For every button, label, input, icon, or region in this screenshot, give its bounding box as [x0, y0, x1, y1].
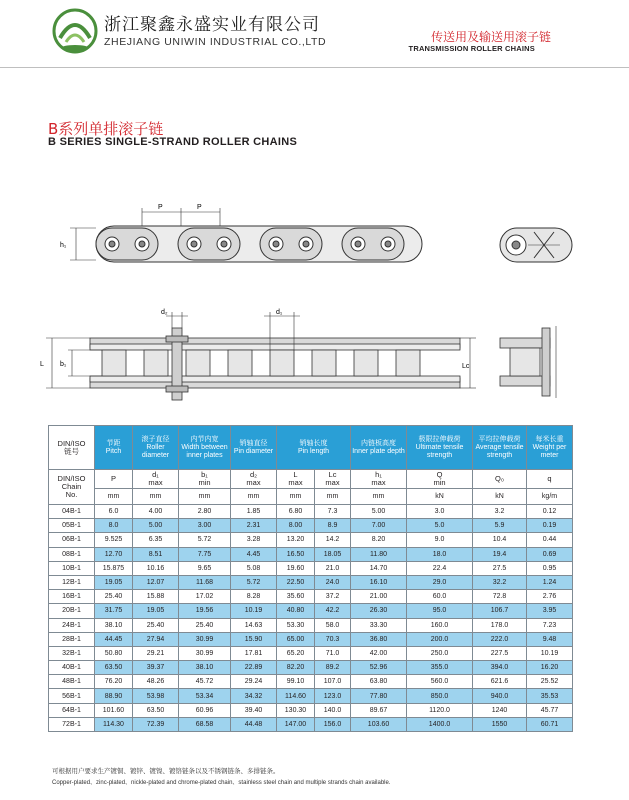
- table-cell: 65.20: [277, 646, 315, 660]
- table-row: [49, 561, 573, 575]
- table-cell: 8.9: [315, 519, 351, 533]
- table-cell: 114.60: [277, 689, 315, 703]
- roller-dia-label: d₁: [276, 309, 283, 316]
- table-cell: 72.39: [133, 717, 179, 731]
- table-cell: 88.90: [95, 689, 133, 703]
- table-cell: 60.71: [527, 717, 573, 731]
- table-row: [49, 646, 573, 660]
- table-row: [49, 519, 573, 533]
- table-header-row: [49, 426, 573, 470]
- table-cell: 6.35: [133, 533, 179, 547]
- table-cell: 8.28: [231, 590, 277, 604]
- table-cell: 1120.0: [407, 703, 473, 717]
- header-divider: [0, 67, 629, 68]
- table-cell: 250.0: [407, 646, 473, 660]
- chain-number-cell: 05B-1: [49, 519, 95, 533]
- table-cell: 71.0: [315, 646, 351, 660]
- table-cell: 394.0: [473, 661, 527, 675]
- table-cell: 60.96: [179, 703, 231, 717]
- table-cell: 106.7: [473, 604, 527, 618]
- table-cell: 5.72: [231, 575, 277, 589]
- unit-cell: kg/m: [527, 489, 573, 505]
- table-cell: 5.0: [407, 519, 473, 533]
- table-cell: 37.2: [315, 590, 351, 604]
- unit-cell: kN: [473, 489, 527, 505]
- table-row: [49, 604, 573, 618]
- table-cell: 355.0: [407, 661, 473, 675]
- table-cell: 200.0: [407, 632, 473, 646]
- chain-top-view-drawing: [40, 306, 480, 410]
- table-cell: 5.08: [231, 561, 277, 575]
- chain-number-cell: 72B-1: [49, 717, 95, 731]
- unit-cell: kN: [407, 489, 473, 505]
- table-cell: 70.3: [315, 632, 351, 646]
- chain-side-view-drawing: [56, 196, 468, 276]
- product-category-en: TRANSMISSION ROLLER CHAINS: [408, 44, 535, 53]
- table-cell: 560.0: [407, 675, 473, 689]
- table-cell: 82.20: [277, 661, 315, 675]
- table-row: [49, 661, 573, 675]
- table-cell: 21.0: [315, 561, 351, 575]
- table-cell: 27.5: [473, 561, 527, 575]
- table-cell: 940.0: [473, 689, 527, 703]
- table-cell: 156.0: [315, 717, 351, 731]
- table-cell: 0.44: [527, 533, 573, 547]
- table-cell: 45.72: [179, 675, 231, 689]
- table-cell: 38.10: [95, 618, 133, 632]
- table-cell: 14.2: [315, 533, 351, 547]
- table-cell: 72.8: [473, 590, 527, 604]
- table-cell: 53.30: [277, 618, 315, 632]
- table-cell: 11.80: [351, 547, 407, 561]
- sym-ultimate: Q min: [407, 470, 473, 489]
- table-cell: 103.60: [351, 717, 407, 731]
- table-cell: 53.98: [133, 689, 179, 703]
- chain-number-cell: 06B-1: [49, 533, 95, 547]
- unit-cell: mm: [133, 489, 179, 505]
- section-title-cn: B系列单排滚子链: [48, 120, 164, 138]
- table-row: [49, 505, 573, 519]
- table-cell: 10.19: [527, 646, 573, 660]
- chain-number-cell: 28B-1: [49, 632, 95, 646]
- table-cell: 45.77: [527, 703, 573, 717]
- table-cell: 2.80: [179, 505, 231, 519]
- table-cell: 17.81: [231, 646, 277, 660]
- col-plate-depth: 内链板高度 Inner plate depth: [351, 426, 407, 470]
- table-cell: 24.0: [315, 575, 351, 589]
- table-cell: 5.9: [473, 519, 527, 533]
- chain-number-cell: 56B-1: [49, 689, 95, 703]
- table-row: [49, 632, 573, 646]
- col-weight: 每米长重 Weight per meter: [527, 426, 573, 470]
- table-cell: 101.60: [95, 703, 133, 717]
- table-cell: 3.00: [179, 519, 231, 533]
- table-cell: 19.05: [133, 604, 179, 618]
- chain-number-cell: 16B-1: [49, 590, 95, 604]
- table-cell: 31.75: [95, 604, 133, 618]
- plate-height-label: h₁: [60, 242, 67, 249]
- table-cell: 7.3: [315, 505, 351, 519]
- table-cell: 48.26: [133, 675, 179, 689]
- chain-number-cell: 10B-1: [49, 561, 95, 575]
- table-cell: 9.0: [407, 533, 473, 547]
- unit-cell: mm: [179, 489, 231, 505]
- table-cell: 7.23: [527, 618, 573, 632]
- table-cell: 36.80: [351, 632, 407, 646]
- table-cell: 19.4: [473, 547, 527, 561]
- length-label: L: [40, 361, 44, 368]
- table-cell: 1240: [473, 703, 527, 717]
- table-row: [49, 547, 573, 561]
- unit-cell: mm: [95, 489, 133, 505]
- table-cell: 621.6: [473, 675, 527, 689]
- table-cell: 7.75: [179, 547, 231, 561]
- chain-number-cell: 12B-1: [49, 575, 95, 589]
- table-cell: 0.69: [527, 547, 573, 561]
- table-cell: 35.60: [277, 590, 315, 604]
- table-cell: 15.875: [95, 561, 133, 575]
- chain-end-view-drawing: [496, 220, 576, 270]
- unit-cell: mm: [315, 489, 351, 505]
- table-cell: 5.72: [179, 533, 231, 547]
- chain-number-cell: 24B-1: [49, 618, 95, 632]
- table-cell: 18.0: [407, 547, 473, 561]
- length-c-label: Lc: [462, 363, 470, 370]
- table-cell: 35.53: [527, 689, 573, 703]
- table-cell: 60.0: [407, 590, 473, 604]
- chain-number-cell: 08B-1: [49, 547, 95, 561]
- col-pin-length: 销轴长度 Pin length: [277, 426, 351, 470]
- table-cell: 2.76: [527, 590, 573, 604]
- table-cell: 34.32: [231, 689, 277, 703]
- table-cell: 42.2: [315, 604, 351, 618]
- table-row: [49, 590, 573, 604]
- sym-average: Q₀: [473, 470, 527, 489]
- table-cell: 22.89: [231, 661, 277, 675]
- table-cell: 9.65: [179, 561, 231, 575]
- table-cell: 3.95: [527, 604, 573, 618]
- table-cell: 15.88: [133, 590, 179, 604]
- table-cell: 178.0: [473, 618, 527, 632]
- table-cell: 147.00: [277, 717, 315, 731]
- pitch-label-2: P: [197, 204, 202, 211]
- table-cell: 227.5: [473, 646, 527, 660]
- table-cell: 22.4: [407, 561, 473, 575]
- table-symbol-row: [49, 470, 573, 489]
- col-pitch: 节距 Pitch: [95, 426, 133, 470]
- table-cell: 58.0: [315, 618, 351, 632]
- table-cell: 89.67: [351, 703, 407, 717]
- table-cell: 44.45: [95, 632, 133, 646]
- table-cell: 99.10: [277, 675, 315, 689]
- table-cell: 39.37: [133, 661, 179, 675]
- company-name-cn: 浙江聚鑫永盛实业有限公司: [104, 15, 320, 35]
- table-cell: 8.20: [351, 533, 407, 547]
- chain-number-cell: 04B-1: [49, 505, 95, 519]
- table-cell: 5.00: [133, 519, 179, 533]
- col-ultimate-strength: 极限拉伸载荷 Ultimate tensile strength: [407, 426, 473, 470]
- table-cell: 38.10: [179, 661, 231, 675]
- pin-dia-label: d₂: [161, 309, 168, 316]
- table-cell: 63.50: [95, 661, 133, 675]
- table-cell: 40.80: [277, 604, 315, 618]
- table-cell: 15.90: [231, 632, 277, 646]
- table-cell: 107.0: [315, 675, 351, 689]
- table-cell: 130.30: [277, 703, 315, 717]
- table-cell: 14.70: [351, 561, 407, 575]
- table-cell: 11.68: [179, 575, 231, 589]
- table-cell: 19.56: [179, 604, 231, 618]
- table-row: [49, 717, 573, 731]
- table-cell: 3.28: [231, 533, 277, 547]
- table-cell: 18.05: [315, 547, 351, 561]
- table-cell: 25.40: [133, 618, 179, 632]
- table-cell: 21.00: [351, 590, 407, 604]
- table-cell: 68.58: [179, 717, 231, 731]
- sym-plate: h₁ max: [351, 470, 407, 489]
- table-cell: 1.85: [231, 505, 277, 519]
- col-pin-diameter: 销轴直径 Pin diameter: [231, 426, 277, 470]
- table-cell: 12.70: [95, 547, 133, 561]
- table-cell: 0.12: [527, 505, 573, 519]
- col-din-en: DIN/ISO Chain No.: [49, 470, 95, 505]
- company-logo-icon: [52, 8, 98, 54]
- table-cell: 7.00: [351, 519, 407, 533]
- table-cell: 10.16: [133, 561, 179, 575]
- sym-weight: q: [527, 470, 573, 489]
- table-cell: 14.63: [231, 618, 277, 632]
- table-cell: 63.80: [351, 675, 407, 689]
- table-cell: 10.19: [231, 604, 277, 618]
- table-cell: 32.2: [473, 575, 527, 589]
- table-row: [49, 533, 573, 547]
- spec-table: [48, 425, 573, 732]
- table-cell: 29.0: [407, 575, 473, 589]
- table-row: [49, 618, 573, 632]
- table-cell: 3.2: [473, 505, 527, 519]
- table-cell: 30.99: [179, 632, 231, 646]
- sym-pin-length: L max: [277, 470, 315, 489]
- table-cell: 9.48: [527, 632, 573, 646]
- table-cell: 4.00: [133, 505, 179, 519]
- chain-number-cell: 64B-1: [49, 703, 95, 717]
- table-cell: 29.21: [133, 646, 179, 660]
- table-cell: 850.0: [407, 689, 473, 703]
- col-roller-diameter: 滚子直径 Roller diameter: [133, 426, 179, 470]
- table-cell: 42.00: [351, 646, 407, 660]
- col-din-cn: DIN/ISO 链号: [49, 426, 95, 470]
- table-cell: 77.80: [351, 689, 407, 703]
- table-cell: 25.52: [527, 675, 573, 689]
- table-cell: 16.50: [277, 547, 315, 561]
- table-cell: 52.96: [351, 661, 407, 675]
- table-cell: 140.0: [315, 703, 351, 717]
- table-cell: 0.95: [527, 561, 573, 575]
- chain-section-view-drawing: [494, 318, 574, 404]
- table-row: [49, 675, 573, 689]
- table-cell: 16.20: [527, 661, 573, 675]
- sym-pitch: P: [95, 470, 133, 489]
- table-cell: 27.94: [133, 632, 179, 646]
- section-title-en: B SERIES SINGLE-STRAND ROLLER CHAINS: [48, 136, 298, 148]
- chain-number-cell: 20B-1: [49, 604, 95, 618]
- chain-number-cell: 32B-1: [49, 646, 95, 660]
- table-cell: 6.80: [277, 505, 315, 519]
- table-cell: 29.24: [231, 675, 277, 689]
- unit-cell: mm: [277, 489, 315, 505]
- table-cell: 160.0: [407, 618, 473, 632]
- inner-width-label: b₁: [60, 361, 67, 368]
- table-cell: 123.0: [315, 689, 351, 703]
- sym-roller: d₁ max: [133, 470, 179, 489]
- table-cell: 30.99: [179, 646, 231, 660]
- table-cell: 53.34: [179, 689, 231, 703]
- unit-cell: mm: [231, 489, 277, 505]
- col-average-strength: 平均拉伸载荷 Average tensile strength: [473, 426, 527, 470]
- table-cell: 25.40: [95, 590, 133, 604]
- table-cell: 1.24: [527, 575, 573, 589]
- table-cell: 44.48: [231, 717, 277, 731]
- footnote-cn: 可根据用户要求生产镀铜、镀锌、镀镍、镀铬链条以及不锈钢链条、多排链条。: [52, 767, 280, 775]
- table-cell: 65.00: [277, 632, 315, 646]
- table-cell: 39.40: [231, 703, 277, 717]
- table-cell: 33.30: [351, 618, 407, 632]
- table-cell: 222.0: [473, 632, 527, 646]
- table-cell: 1400.0: [407, 717, 473, 731]
- table-cell: 5.00: [351, 505, 407, 519]
- table-body: [49, 505, 573, 732]
- table-cell: 95.0: [407, 604, 473, 618]
- sym-pin-length-c: Lc max: [315, 470, 351, 489]
- table-cell: 13.20: [277, 533, 315, 547]
- table-cell: 26.30: [351, 604, 407, 618]
- table-cell: 63.50: [133, 703, 179, 717]
- sym-pin-dia: d₂ max: [231, 470, 277, 489]
- table-cell: 8.51: [133, 547, 179, 561]
- table-cell: 4.45: [231, 547, 277, 561]
- chain-number-cell: 48B-1: [49, 675, 95, 689]
- sym-width: b₁ min: [179, 470, 231, 489]
- table-cell: 1550: [473, 717, 527, 731]
- table-cell: 19.05: [95, 575, 133, 589]
- product-category-cn: 传送用及输送用滚子链: [430, 30, 551, 44]
- company-name-en: ZHEJIANG UNIWIN INDUSTRIAL CO.,LTD: [104, 36, 327, 48]
- table-cell: 8.0: [95, 519, 133, 533]
- table-cell: 2.31: [231, 519, 277, 533]
- unit-cell: mm: [351, 489, 407, 505]
- table-unit-row: [49, 489, 573, 505]
- table-cell: 50.80: [95, 646, 133, 660]
- table-cell: 0.19: [527, 519, 573, 533]
- table-cell: 8.00: [277, 519, 315, 533]
- table-cell: 9.525: [95, 533, 133, 547]
- table-cell: 3.0: [407, 505, 473, 519]
- table-cell: 22.50: [277, 575, 315, 589]
- table-row: [49, 689, 573, 703]
- table-cell: 12.07: [133, 575, 179, 589]
- chain-number-cell: 40B-1: [49, 661, 95, 675]
- table-cell: 25.40: [179, 618, 231, 632]
- table-cell: 76.20: [95, 675, 133, 689]
- table-row: [49, 575, 573, 589]
- table-cell: 6.0: [95, 505, 133, 519]
- table-row: [49, 703, 573, 717]
- footnote-en: Copper-plated、zinc-plated、nickle-plated and chrome-plated chain、stainless steel chain and multiple strands chain available.: [52, 780, 391, 786]
- table-cell: 16.10: [351, 575, 407, 589]
- table-cell: 19.60: [277, 561, 315, 575]
- table-cell: 10.4: [473, 533, 527, 547]
- page-header: [0, 0, 629, 70]
- table-cell: 17.02: [179, 590, 231, 604]
- col-inner-width: 内节内宽 Width between inner plates: [179, 426, 231, 470]
- pitch-label-1: P: [158, 204, 163, 211]
- table-cell: 114.30: [95, 717, 133, 731]
- table-cell: 89.2: [315, 661, 351, 675]
